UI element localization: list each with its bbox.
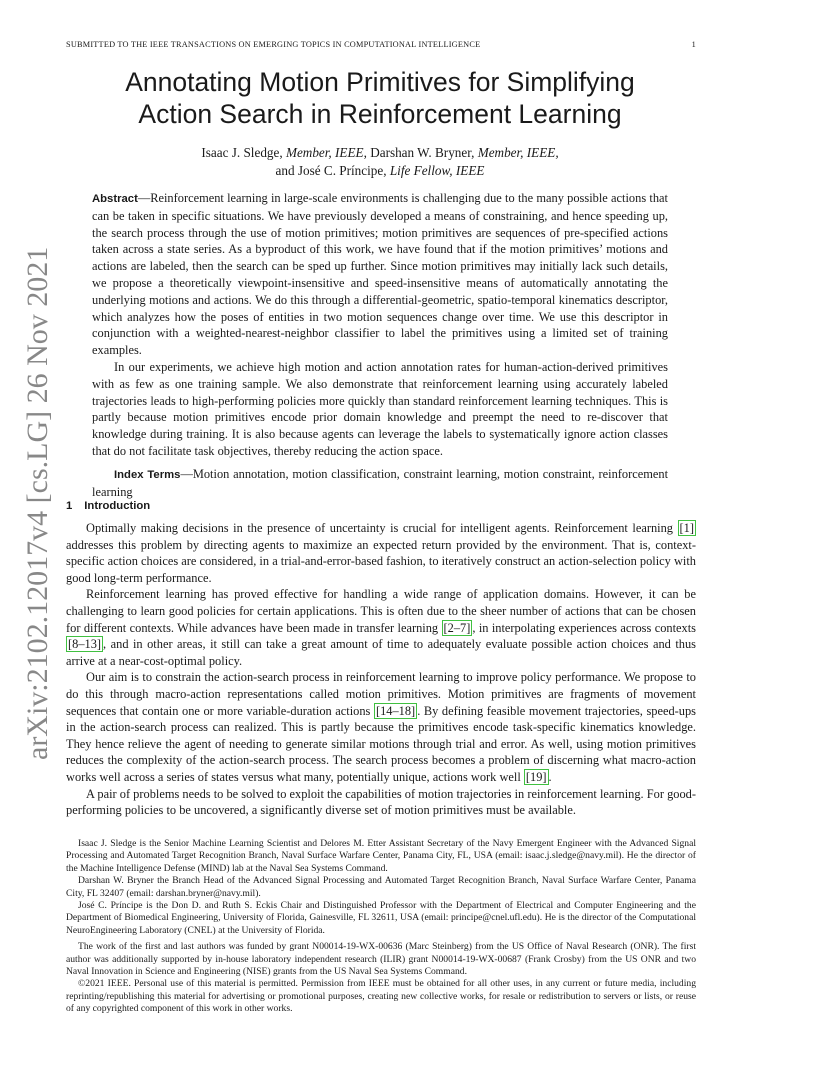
author-line-2 — [70, 162, 690, 180]
author-2-role: Member, IEEE, — [477, 145, 559, 160]
section-title: Introduction — [84, 500, 151, 512]
citation-link[interactable]: [2–7] — [443, 620, 471, 635]
body-text-span: . By defining feasible movement trajectories, speed-ups in the action-search process can realized. This is partly because the primitives encode task-specific kinematics knowledge. They hence relieve the agent of needing to generate similar motions through trial and error. As well, using motion primitives reduces the complexity of the action-search process. The search process becomes a problem of discerning what macro-action works well across a series of states versus what many, potentially unique, actions work well — [66, 703, 696, 784]
citation-link[interactable]: [1] — [679, 521, 694, 535]
body-text-span: Optimally making decisions in the presence of uncertainty is crucial for intelligent agents. Reinforcement learning — [86, 521, 678, 535]
body-text-span: Reinforcement learning has proved effective for handling a wide range of application domains. However, it can be challenging to learn good policies for certain applications. This is often due to the sheer number of actions that can be chosen for different contexts. While advances have been made in transfer learning — [66, 587, 696, 635]
abstract — [92, 190, 668, 500]
footnote-author-1: Isaac J. Sledge is the Senior Machine Learning Scientist and Delores M. Etter Assistant Secretary of the Navy Emergent Engineer with the Advanced Signal Processing and Automated Target Recognition Branch, Naval Surface Warfare Center, Panama City, FL, USA (email: isaac.j.sledge@navy.mil). He the director of the Machine Intelligence Defense (MIND) lab at the Naval Sea Systems Command. — [66, 838, 696, 874]
section-number: 1 — [66, 500, 73, 512]
body-text-span: . — [548, 769, 552, 784]
body-text — [66, 520, 696, 819]
author-1-role: Member, IEEE — [285, 145, 364, 160]
abstract-text-1: —Reinforcement learning in large-scale environments is challenging due to the many possible actions that can be taken in specific situations. We have previously developed a means of constraining, and hence speeding up, the search process through the use of motion primitives; motion primitives are sequences of pre-specified actions taken across a state series. As a byproduct of this work, we have found that if the motion primitives’ motions and actions are labeled, then the search can be sped up further. Since motion primitives may initially lack such details, we propose a theoretically viewpoint-insensitive and speed-insensitive means of automatically annotating the underlying motions and actions. We do this through a differential-geometric, spatio-temporal kinematics descriptor, which analyzes how the poses of entities in two motion sequences change over time. We use this descriptor in conjunction with a weighted-nearest-neighbor classifier to label the primitives using a limited set of training examples. — [92, 191, 668, 358]
author-2-name: , Darshan W. Bryner, — [363, 145, 478, 160]
footnote-copyright: ©2021 IEEE. Personal use of this material is permitted. Permission from IEEE must be obtained for all other uses, in any current or future media, including reprinting/republishing this material for advertising or promotional purposes, creating new collective works, for resale or redistribution to servers or lists, or reuse of any copyrighted component of this work in other works. — [66, 978, 696, 1015]
footnote-author-3: José C. Príncipe is the Don D. and Ruth S. Eckis Chair and Distinguished Professor with the Department of Electrical and Computer Engineering and the Department of Biomedical Engineering, University of Florida, Gainesville, FL 32611, USA (email: principe@cnel.ufl.edu). He is the director of the Computational NeuroEngineering Laboratory (CNEL) at the University of Florida. — [66, 900, 696, 936]
footnote-author-2: Darshan W. Bryner the Branch Head of the Advanced Signal Processing and Automated Target Recognition Branch, Naval Surface Warfare Center, Panama City, FL 32407 (email: darshan.bryner@navy.mil). — [66, 875, 696, 899]
body-paragraph-1 — [66, 520, 696, 586]
abstract-label: Abstract — [92, 193, 138, 205]
abstract-paragraph-1 — [92, 190, 668, 359]
body-text-span: Our aim is to constrain the action-search process in reinforcement learning to improve policy performance. We propose to do this through macro-action representations called motion primitives. Motion primitives are fragments of movement sequences that contain one or more variable-duration actions — [66, 670, 696, 718]
journal-name: SUBMITTED TO THE IEEE TRANSACTIONS ON EMERGING TOPICS IN COMPUTATIONAL INTELLIGENCE — [66, 40, 481, 49]
body-text-span: , and in other areas, it still can take a great amount of time to adequately evaluate possible action choices and thus arrive at a near-cost-optimal policy. — [66, 637, 696, 668]
body-text-span: , in interpolating experiences across contexts — [472, 620, 696, 635]
footnote-funding: The work of the first and last authors was funded by grant N00014-19-WX-00636 (Marc Steinberg) from the US Office of Naval Research (ONR). The first author was additionally supported by in-house laboratory independent research (ILIR) grant N00014-19-WX-00687 (Frank Crosby) from the US ONR and two Naval Innovation in Science and Engineering (NISE) grants from the US Naval Sea Systems Command. — [66, 941, 696, 978]
body-text-span: addresses this problem by directing agents to maximize an expected return provided by the environment. That is, context-specific action choices are considered, in a trial-and-error-based fashion, to iteratively construct an action-selection policy with good long-term performance. — [66, 537, 696, 585]
index-terms-text: —Motion annotation, motion classification, constraint learning, motion constraint, reinforcement learning — [92, 466, 669, 499]
body-paragraph-3 — [66, 669, 696, 785]
author-list — [70, 144, 690, 180]
citation-link[interactable]: [14–18] — [375, 703, 416, 718]
arxiv-identifier: arXiv:2102.12017v4 [cs.LG] 26 Nov 2021 — [21, 246, 54, 760]
paper-title — [70, 66, 690, 130]
title-line-1: Annotating Motion Primitives for Simplifying — [125, 67, 635, 97]
section-heading — [66, 500, 696, 512]
body-paragraph-2 — [66, 586, 696, 669]
author-3-role: Life Fellow, IEEE — [389, 163, 485, 178]
author-1-name: Isaac J. Sledge, — [201, 145, 286, 160]
citation-link[interactable]: [8–13] — [68, 637, 102, 652]
index-terms — [92, 466, 668, 501]
author-line-1 — [70, 144, 690, 162]
title-line-2: Action Search in Reinforcement Learning — [138, 99, 622, 129]
author-3-name: and José C. Príncipe, — [275, 163, 390, 178]
body-paragraph-4: A pair of problems needs to be solved to exploit the capabilities of motion trajectories in reinforcement learning. For good-performing policies to be uncovered, a significantly diverse set of motion primitives must be available. — [66, 786, 696, 818]
running-header — [66, 40, 696, 49]
footnotes — [66, 838, 696, 1016]
abstract-paragraph-2: In our experiments, we achieve high motion and action annotation rates for human-action-derived primitives with as few as one training sample. We also demonstrate that reinforcement learning using accurately labeled trajectories leads to high-performing policies more quickly than standard reinforcement learning techniques. This is partly because motion primitives encode prior domain knowledge and preempt the need to re-discover that knowledge during training. It is also because agents can leverage the labels to systematically ignore action classes that do not facilitate task objectives, thereby reducing the action space. — [92, 359, 668, 458]
index-terms-label: Index Terms — [114, 468, 181, 481]
citation-link[interactable]: [19] — [525, 769, 547, 784]
page-number: 1 — [691, 40, 696, 49]
